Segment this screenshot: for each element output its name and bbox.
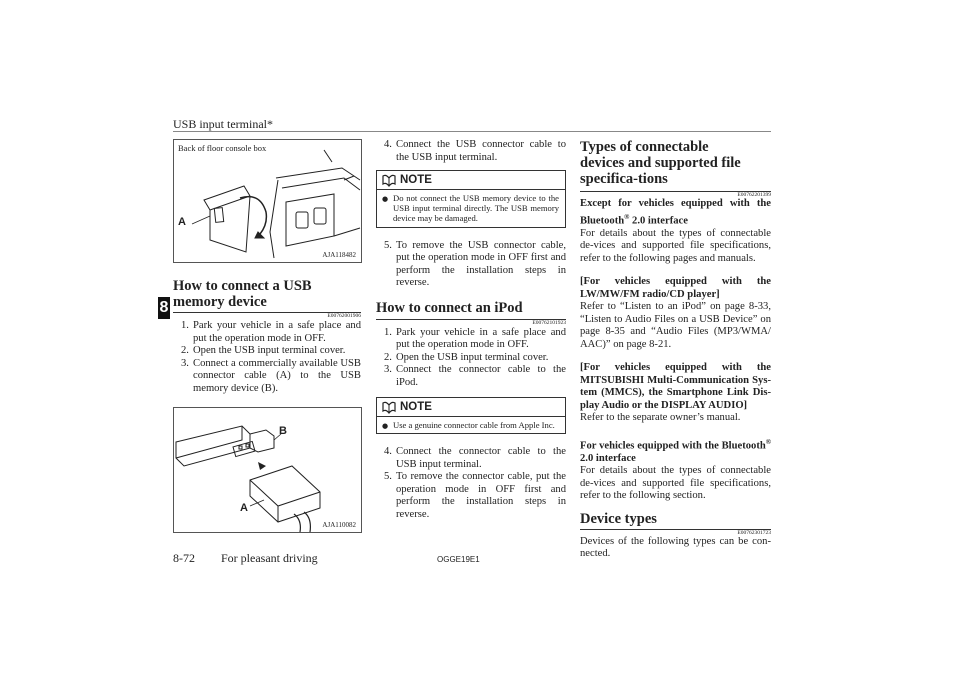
- note-title: NOTE: [400, 401, 432, 414]
- figure-label-b: B: [279, 425, 287, 437]
- usb-cable-illustration: [174, 408, 361, 532]
- step-item: 3. Connect the connector cable to the iPod.: [384, 364, 566, 388]
- section-code: E00762101923: [532, 319, 566, 326]
- console-illustration: [174, 140, 361, 262]
- paragraph-heading: For vehicles equipped with the Bluetooth® 2.0 interface: [580, 437, 771, 464]
- paragraph-heading: Except for vehicles equipped with the Bluetooth® 2.0 interface: [580, 198, 771, 227]
- right-column: [580, 139, 771, 561]
- figure-code: AJA110082: [322, 521, 356, 529]
- section-title: Device types: [580, 510, 657, 527]
- step-item: 2. Open the USB input terminal cover.: [181, 345, 346, 356]
- section-code: E00762301723: [737, 529, 771, 536]
- middle-column: [376, 139, 566, 521]
- note-header: [377, 171, 565, 190]
- section-ipod: [376, 300, 566, 390]
- ipod-steps: [384, 327, 566, 390]
- usb-memory-steps-end: [384, 240, 566, 290]
- step-item: 5. To remove the USB connector cable, put the operation mode in OFF first and perform the installation steps in reverse.: [384, 239, 566, 289]
- step-item: 1. Park your vehicle in a safe place and put the operation mode in OFF.: [384, 326, 566, 351]
- note-title: NOTE: [400, 174, 432, 186]
- chapter-tab: 8: [158, 297, 170, 319]
- bullet-icon: ●: [382, 422, 389, 431]
- note-icon: [381, 173, 397, 187]
- usb-cable-figure: [173, 407, 362, 533]
- step-item: 2. Open the USB input terminal cover.: [384, 351, 549, 363]
- figure-label-a: A: [240, 502, 248, 514]
- paragraph-body: For details about the types of connectable de-vices and supported file specifications, refer to the following pages and manuals.: [580, 227, 771, 264]
- note-icon: [381, 400, 397, 414]
- header-rule: [173, 131, 771, 132]
- footer-section: For pleasant driving: [221, 551, 318, 565]
- paragraph-body: Refer to the separate owner’s manual.: [580, 412, 741, 424]
- running-header: USB input terminal*: [173, 117, 273, 131]
- section-title: Types of connectable devices and supported file specifica-tions: [580, 139, 741, 187]
- step-item: 4. Connect the USB connector cable to the USB input terminal.: [384, 139, 566, 163]
- step-item: 5. To remove the connector cable, put the operation mode in OFF first and perform the installation steps in reverse.: [384, 471, 566, 520]
- usb-memory-steps: [181, 320, 361, 395]
- figure-caption: Back of floor console box: [178, 143, 267, 153]
- step-item: 3. Connect a commercially available USB connector cable (A) to the USB memory device (B).: [181, 357, 361, 394]
- section-device-types: [580, 511, 771, 561]
- mmcs-paragraph: [580, 362, 771, 425]
- console-figure: [173, 139, 362, 263]
- paragraph-heading: [For vehicles equipped with the MITSUBISHI Multi-Communication Sys-tem (MMCS), the Smartphone Link Dis-play Audio or the DISPLAY AUDIO]: [580, 362, 771, 411]
- bluetooth-paragraph: [580, 198, 771, 265]
- step-item: 1. Park your vehicle in a safe place and put the operation mode in OFF.: [181, 320, 361, 344]
- figure-code: AJA118482: [322, 251, 356, 259]
- figure-label-a: A: [178, 216, 186, 228]
- section-title: How to connect an iPod: [376, 299, 523, 316]
- page-number: 8-72: [173, 551, 195, 565]
- paragraph-body: For details about the types of connectable de-vices and supported file specifications, refer to the following section.: [580, 465, 771, 502]
- section-code: E00762201399: [737, 192, 771, 198]
- note-box: [376, 397, 566, 434]
- note-box: [376, 170, 566, 228]
- bullet-icon: ●: [382, 195, 389, 203]
- doc-code: OGGE19E1: [437, 555, 480, 564]
- note-header: [377, 398, 565, 417]
- step-item: 4. Connect the connector cable to the USB input terminal.: [384, 446, 566, 470]
- paragraph-body: Devices of the following types can be con-nected.: [580, 535, 771, 560]
- section-title: How to connect a USB memory device: [173, 278, 312, 310]
- note-text: ● Do not connect the USB memory device to the USB input terminal directly. The USB memory device may be damaged.: [382, 193, 559, 224]
- ipod-steps-cont: [384, 446, 566, 521]
- bluetooth-equipped-paragraph: [580, 436, 771, 503]
- paragraph-heading: [For vehicles equipped with the LW/MW/FM radio/CD player]: [580, 276, 771, 300]
- paragraph-body: Refer to “Listen to an iPod” on page 8-33, “Listen to Audio Files on a USB Device” on page 8-35 and “Audio Files (MP3/WMA/ AAC)” on page 8-21.: [580, 301, 771, 350]
- section-code: E00762001906: [327, 313, 361, 319]
- usb-memory-steps-cont: [384, 139, 566, 164]
- radio-cd-paragraph: [580, 276, 771, 351]
- note-text: ● Use a genuine connector cable from Apple Inc.: [382, 420, 555, 431]
- section-usb-memory: [173, 278, 361, 395]
